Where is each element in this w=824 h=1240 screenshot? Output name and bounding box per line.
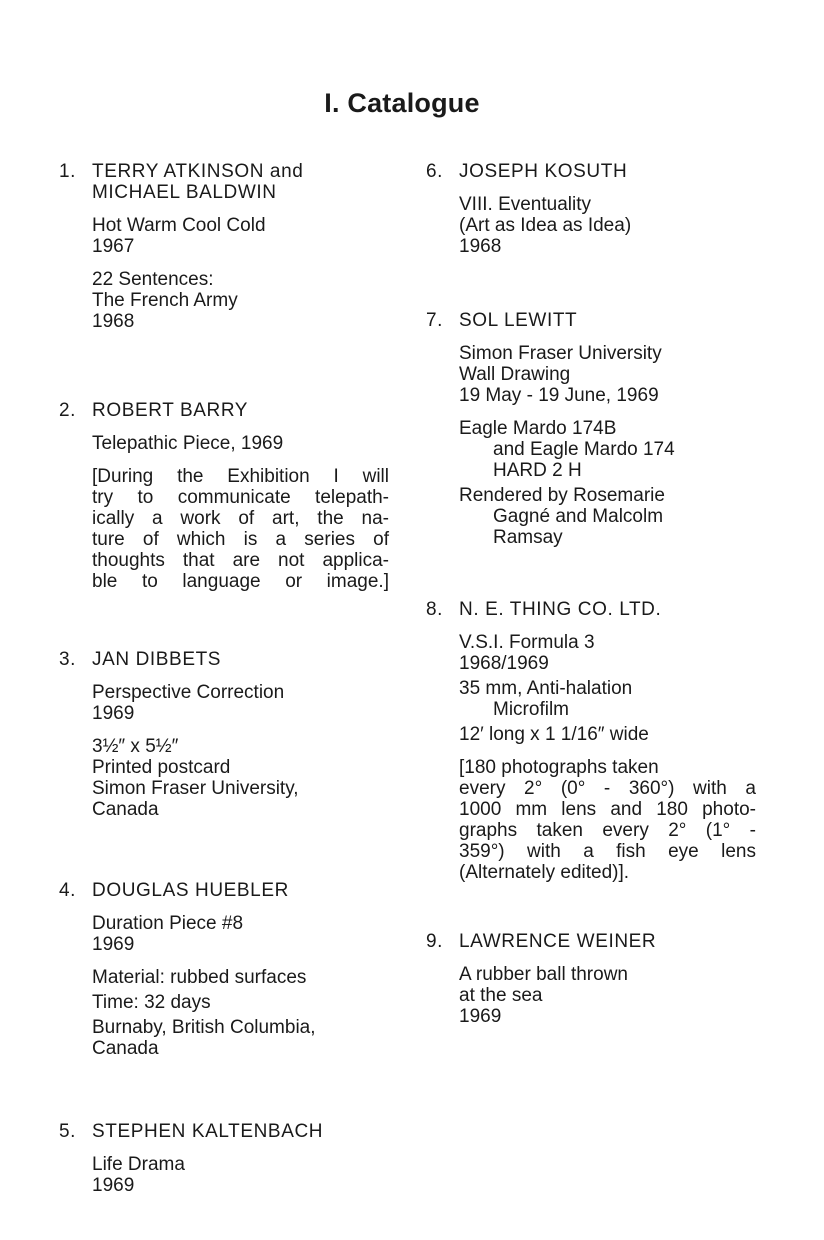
work-details: [59, 913, 389, 1059]
catalogue-entry-9: [426, 931, 756, 1027]
artist-heading: [426, 310, 756, 331]
work-line: 1969: [459, 1006, 502, 1027]
catalogue-entry-1: [59, 161, 389, 332]
work-line: Burnaby, British Columbia,: [92, 1017, 316, 1038]
work-line: [During the Exhibition I will: [92, 466, 389, 487]
work-description: [92, 466, 389, 592]
work-line: 22 Sentences:: [92, 269, 214, 290]
work-line: Perspective Correction: [92, 682, 285, 703]
work-line: (Alternately edited)].: [459, 862, 630, 883]
entry-number: 3.: [59, 649, 77, 670]
work-line: 1968: [92, 311, 135, 332]
work-line: and Eagle Mardo 174: [493, 439, 675, 460]
entry-number: 2.: [59, 400, 77, 421]
work-line: 35 mm, Anti-halation: [459, 678, 633, 699]
artist-name-line: LAWRENCE WEINER: [459, 931, 657, 952]
work-line: 3½″ x 5½″: [92, 736, 179, 757]
work-line: Canada: [92, 799, 159, 820]
work-line: The French Army: [92, 290, 238, 311]
work-line: Life Drama: [92, 1154, 185, 1175]
work-line: Material: rubbed surfaces: [92, 967, 307, 988]
work-line: 359°) with a fish eye lens: [459, 841, 756, 862]
work-line: Rendered by Rosemarie: [459, 485, 665, 506]
work-details: [426, 632, 756, 883]
work-line: ble to language or image.]: [92, 571, 389, 592]
artist-name-line: DOUGLAS HUEBLER: [92, 880, 289, 901]
artist-heading: [426, 161, 756, 182]
artist-name-line: TERRY ATKINSON and: [92, 161, 304, 182]
artist-name-line: JAN DIBBETS: [92, 649, 222, 670]
work-details: [426, 964, 756, 1027]
work-line: at the sea: [459, 985, 543, 1006]
entry-number: 8.: [426, 599, 444, 620]
work-line: Ramsay: [493, 527, 563, 548]
work-details: [59, 215, 389, 332]
work-line: Duration Piece #8: [92, 913, 244, 934]
artist-heading: [59, 161, 389, 203]
work-line: 1968/1969: [459, 653, 549, 674]
work-line: Simon Fraser University: [459, 343, 662, 364]
work-line: HARD 2 H: [493, 460, 582, 481]
catalogue-entry-5: [59, 1121, 389, 1196]
entry-number: 5.: [59, 1121, 77, 1142]
work-description: [459, 757, 756, 883]
artist-name-line: N. E. THING CO. LTD.: [459, 599, 662, 620]
work-line: VIII. Eventuality: [459, 194, 592, 215]
work-line: graphs taken every 2° (1° -: [459, 820, 756, 841]
catalogue-entry-7: [426, 310, 756, 548]
work-line: 1000 mm lens and 180 photo-: [459, 799, 756, 820]
work-details: [59, 682, 389, 820]
work-line: thoughts that are not applica-: [92, 550, 389, 571]
work-line: Printed postcard: [92, 757, 231, 778]
page-title: I. Catalogue: [324, 88, 480, 118]
work-line: Telepathic Piece, 1969: [92, 433, 284, 454]
artist-name-line: ROBERT BARRY: [92, 400, 249, 421]
work-line: ically a work of art, the na-: [92, 508, 389, 529]
work-details: [59, 1154, 389, 1196]
work-line: Wall Drawing: [459, 364, 571, 385]
entry-number: 9.: [426, 931, 444, 952]
work-line: 1969: [92, 934, 135, 955]
work-line: Simon Fraser University,: [92, 778, 299, 799]
work-line: every 2° (0° - 360°) with a: [459, 778, 756, 799]
artist-name-line: MICHAEL BALDWIN: [92, 182, 277, 203]
work-line: Time: 32 days: [92, 992, 211, 1013]
work-details: [426, 194, 756, 257]
artist-heading: [59, 400, 389, 421]
entry-number: 4.: [59, 880, 77, 901]
work-line: 1968: [459, 236, 502, 257]
artist-heading: [426, 599, 756, 620]
artist-heading: [59, 1121, 389, 1142]
artist-heading: [59, 649, 389, 670]
work-line: A rubber ball thrown: [459, 964, 628, 985]
work-details: [59, 433, 389, 592]
artist-name-line: STEPHEN KALTENBACH: [92, 1121, 324, 1142]
artist-heading: [426, 931, 756, 952]
artist-name-line: SOL LEWITT: [459, 310, 578, 331]
work-line: (Art as Idea as Idea): [459, 215, 632, 236]
work-line: 1969: [92, 1175, 135, 1196]
entry-number: 7.: [426, 310, 444, 331]
catalogue-entry-8: [426, 599, 756, 883]
work-line: 1967: [92, 236, 135, 257]
catalogue-entry-6: [426, 161, 756, 257]
entry-number: 6.: [426, 161, 444, 182]
work-details: [426, 343, 756, 548]
work-line: 1969: [92, 703, 135, 724]
catalogue-entry-4: [59, 880, 389, 1059]
work-line: ture of which is a series of: [92, 529, 389, 550]
catalogue-entry-3: [59, 649, 389, 820]
artist-name-line: JOSEPH KOSUTH: [459, 161, 628, 182]
work-line: V.S.I. Formula 3: [459, 632, 595, 653]
work-line: Hot Warm Cool Cold: [92, 215, 266, 236]
work-line: Microfilm: [493, 699, 569, 720]
work-line: 12′ long x 1 1/16″ wide: [459, 724, 649, 745]
work-line: Eagle Mardo 174B: [459, 418, 617, 439]
artist-heading: [59, 880, 389, 901]
work-line: try to communicate telepath-: [92, 487, 389, 508]
catalogue-entry-2: [59, 400, 389, 592]
work-line: Canada: [92, 1038, 159, 1059]
work-line: 19 May - 19 June, 1969: [459, 385, 659, 406]
entry-number: 1.: [59, 161, 77, 182]
work-line: [180 photographs taken: [459, 757, 659, 778]
work-line: Gagné and Malcolm: [493, 506, 664, 527]
